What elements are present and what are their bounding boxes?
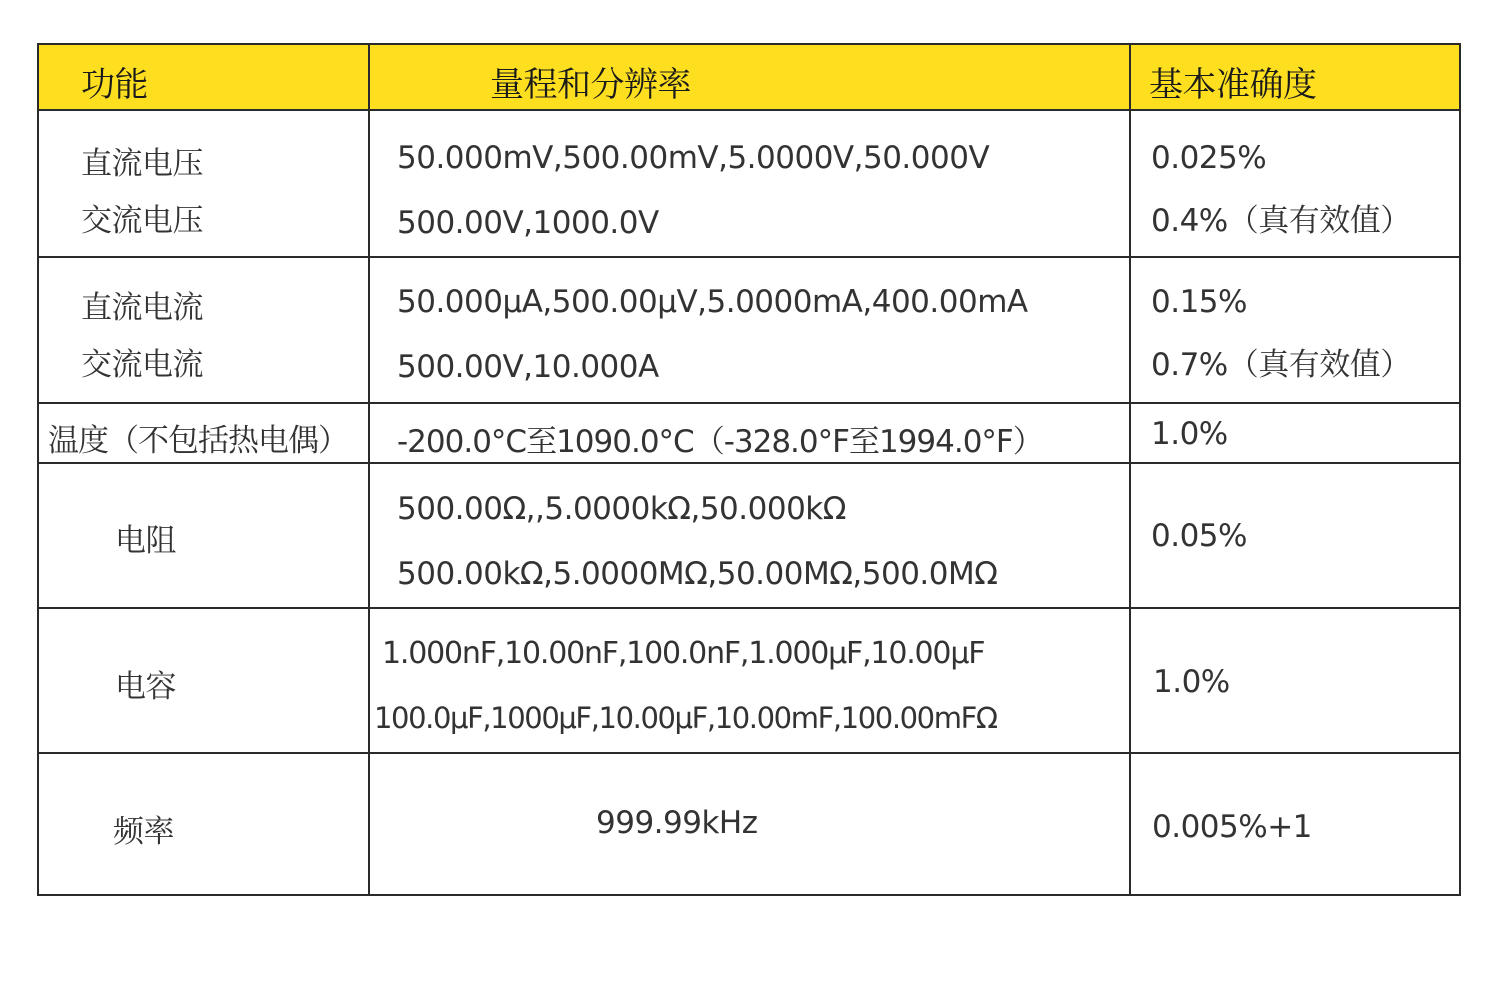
accuracy-text: 1.0% <box>1151 416 1228 452</box>
range-text: 1.000nF,10.00nF,100.0nF,1.000μF,10.00μF <box>382 636 985 671</box>
header-cell-function <box>39 45 370 109</box>
range-text: 100.0μF,1000μF,10.00μF,10.00mF,100.00mFΩ <box>374 701 997 735</box>
range-text: 50.000mV,500.00mV,5.0000V,50.000V <box>397 140 990 176</box>
header-function-label: 功能 <box>81 65 148 105</box>
function-cell <box>39 111 370 256</box>
accuracy-text: 0.05% <box>1151 518 1247 554</box>
function-cell <box>39 404 370 462</box>
table-row <box>39 111 1459 258</box>
table-row <box>39 464 1459 609</box>
accuracy-text: 1.0% <box>1153 664 1230 700</box>
table-row <box>39 754 1459 894</box>
accuracy-cell <box>1131 609 1459 752</box>
function-text: 电容 <box>115 669 176 705</box>
accuracy-text: 0.005%+1 <box>1152 809 1312 845</box>
range-text: 50.000μA,500.00μV,5.0000mA,400.00mA <box>397 284 1028 320</box>
range-text: 500.00V,10.000A <box>397 349 659 385</box>
range-cell <box>370 404 1131 462</box>
function-cell <box>39 754 370 894</box>
header-cell-range <box>370 45 1131 109</box>
function-text: 频率 <box>113 814 174 850</box>
range-text: 500.00V,1000.0V <box>397 205 659 241</box>
function-text: 直流电流 <box>81 290 203 326</box>
accuracy-cell <box>1131 258 1459 402</box>
header-range-label: 量程和分辨率 <box>490 65 691 105</box>
range-text: 500.00kΩ,5.0000MΩ,50.00MΩ,500.0MΩ <box>397 556 998 592</box>
accuracy-cell <box>1131 754 1459 894</box>
accuracy-cell <box>1131 111 1459 256</box>
range-cell <box>370 258 1131 402</box>
table-row <box>39 609 1459 754</box>
accuracy-cell <box>1131 464 1459 607</box>
accuracy-text: 0.4%（真有效值） <box>1151 203 1411 239</box>
function-text: 电阻 <box>115 523 176 559</box>
accuracy-text: 0.15% <box>1151 284 1247 320</box>
function-cell <box>39 609 370 752</box>
range-cell <box>370 754 1131 894</box>
header-accuracy-label: 基本准确度 <box>1149 65 1317 105</box>
range-text: -200.0°C至1090.0°C（-328.0°F至1994.0°F） <box>397 424 1043 460</box>
range-text: 999.99kHz <box>596 805 758 841</box>
table-row <box>39 258 1459 404</box>
function-text: 交流电压 <box>81 203 203 239</box>
range-cell <box>370 609 1131 752</box>
function-cell <box>39 258 370 402</box>
range-text: 500.00Ω,,5.0000kΩ,50.000kΩ <box>397 491 846 527</box>
function-text: 直流电压 <box>81 146 203 182</box>
table-header-row <box>39 45 1459 111</box>
accuracy-text: 0.025% <box>1151 140 1267 176</box>
spec-table <box>37 43 1461 896</box>
range-cell <box>370 464 1131 607</box>
accuracy-text: 0.7%（真有效值） <box>1151 347 1411 383</box>
accuracy-cell <box>1131 404 1459 462</box>
function-text: 温度（不包括热电偶） <box>48 423 348 459</box>
table-row <box>39 404 1459 464</box>
range-cell <box>370 111 1131 256</box>
function-text: 交流电流 <box>81 347 203 383</box>
function-cell <box>39 464 370 607</box>
header-cell-accuracy <box>1131 45 1459 109</box>
